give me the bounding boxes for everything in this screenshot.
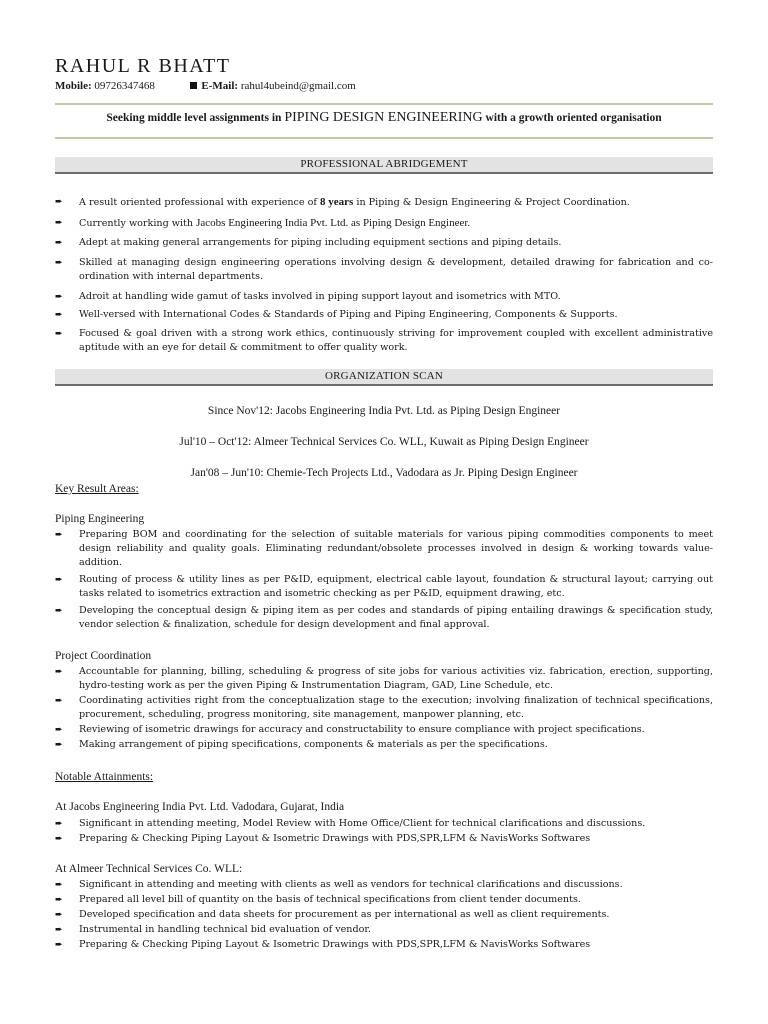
- list-item: [55, 938, 713, 952]
- section-professional-abridgement: PROFESSIONAL ABRIDGEMENT: [55, 157, 713, 174]
- list-item: [55, 308, 713, 323]
- item-text: Significant in attending and meeting with clients as well as vendors for technical clarifications and discussions.: [79, 879, 623, 890]
- email-address: rahul4ubeind@gmail.com: [240, 80, 356, 92]
- objective-pre: Seeking middle level assignments in: [106, 112, 285, 124]
- contact-line: [55, 80, 356, 92]
- list-item: [55, 817, 713, 831]
- item-text: Developed specification and data sheets for procurement as per international as well as client requirements.: [79, 909, 610, 920]
- arrow-bullet-icon: ➨: [55, 238, 63, 248]
- role-almeer: Jul'10 – Oct'12: Almeer Technical Services Co. WLL, Kuwait as Piping Design Engineer: [179, 436, 589, 448]
- mobile-label: Mobile:: [55, 80, 92, 92]
- item-text: Prepared all level bill of quantity on the basis of technical specifications from client tender documents.: [79, 894, 581, 905]
- list-item: [55, 694, 713, 722]
- candidate-name: RAHUL R BHATT: [55, 55, 231, 77]
- item-text: Developing the conceptual design & piping item as per codes and standards of piping entailing drawings & specification study, vendor selection & finalization, schedule for design development and final approval.: [79, 605, 713, 630]
- item-text: Adroit at handling wide gamut of tasks involved in piping support layout and isometrics with MTO.: [79, 290, 561, 302]
- arrow-bullet-icon: ➨: [55, 667, 63, 677]
- list-item: [55, 738, 713, 752]
- arrow-bullet-icon: ➨: [55, 257, 63, 268]
- item-text: Well-versed with International Codes & Standards of Piping and Piping Engineering, Components & Supports.: [79, 309, 618, 320]
- email-label: E-Mail:: [201, 80, 239, 92]
- role-jacobs: Since Nov'12: Jacobs Engineering India Pvt. Ltd. as Piping Design Engineer: [207, 405, 561, 417]
- item-text: Coordinating activities right from the conceptualization stage to the execution; involving finalization of technical specifications, procurement, scheduling, progress monitoring, site management, manpower planning, etc.: [79, 695, 713, 720]
- mobile-number: 09726347468: [94, 80, 155, 92]
- list-item: [55, 327, 713, 356]
- list-item: [55, 923, 713, 937]
- item-text: Preparing BOM and coordinating for the selection of suitable materials for various piping commodities components to meet design reliability and quality goals. Eliminating redundant/obsolete processes involved in design & working towards value-addition.: [79, 529, 713, 568]
- arrow-bullet-icon: ➨: [55, 834, 63, 844]
- item-text: Skilled at managing design engineering operations involving design & development, detailed drawing for fabrication and co-ordination with internal departments.: [79, 256, 713, 282]
- item-text: Preparing & Checking Piping Layout & Isometric Drawings with PDS,SPR,LFM & NavisWorks Softwares: [79, 939, 591, 950]
- arrow-bullet-icon: ➨: [55, 291, 63, 302]
- item-text: Reviewing of isometric drawings for accuracy and constructability to ensure compliance with project specifications.: [79, 724, 645, 735]
- list-item: [55, 528, 713, 570]
- key-result-areas-heading: Key Result Areas:: [55, 483, 139, 495]
- piping-engineering-heading: Piping Engineering: [55, 513, 145, 525]
- arrow-bullet-icon: ➨: [55, 197, 63, 207]
- project-coordination-list: [55, 665, 713, 752]
- arrow-bullet-icon: ➨: [55, 217, 63, 228]
- top-divider: [55, 103, 713, 105]
- list-item: [55, 573, 713, 601]
- list-item: [55, 195, 713, 211]
- item-text: Instrumental in handling technical bid evaluation of vendor.: [79, 924, 371, 935]
- arrow-bullet-icon: ➨: [55, 895, 63, 905]
- list-item: [55, 665, 713, 693]
- arrow-bullet-icon: ➨: [55, 740, 63, 750]
- arrow-bullet-icon: ➨: [55, 575, 63, 585]
- objective-statement: [55, 110, 713, 126]
- item-text: Adept at making general arrangements for piping including equipment sections and piping details.: [79, 237, 562, 248]
- list-item: [55, 236, 713, 251]
- list-item: [55, 216, 713, 232]
- arrow-bullet-icon: ➨: [55, 310, 63, 320]
- arrow-bullet-icon: ➨: [55, 328, 63, 339]
- list-item: [55, 893, 713, 907]
- item-text: Significant in attending meeting, Model Review with Home Office/Client for technical clarifications and discussions.: [79, 818, 646, 829]
- objective-post: with a growth oriented organisation: [482, 112, 662, 124]
- item-text: in Piping & Design Engineering & Project Coordination.: [353, 197, 630, 208]
- item-text: Focused & goal driven with a strong work ethics, continuously striving for improvement coupled with excellent administrative aptitude with an eye for detail & commitment to offer quality work.: [79, 327, 713, 353]
- list-item: [55, 256, 713, 285]
- arrow-bullet-icon: ➨: [55, 880, 63, 890]
- list-item: [55, 604, 713, 632]
- almeer-attainments-heading: At Almeer Technical Services Co. WLL:: [55, 863, 243, 875]
- item-text: Accountable for planning, billing, scheduling & progress of site jobs for various activities viz. fabrication, erection, supporting, hydro-testing work as per the given Piping & Instrumentation Diagram, GAD, Line Schedule, etc.: [79, 666, 713, 691]
- arrow-bullet-icon: ➨: [55, 725, 63, 735]
- item-text: Currently working with: [79, 217, 197, 229]
- arrow-bullet-icon: ➨: [55, 925, 63, 935]
- arrow-bullet-icon: ➨: [55, 530, 63, 540]
- item-emphasis: 8 years: [320, 196, 354, 208]
- arrow-bullet-icon: ➨: [55, 819, 63, 829]
- item-text: A result oriented professional with experience of: [79, 197, 321, 208]
- project-coordination-heading: Project Coordination: [55, 650, 152, 662]
- jacobs-attainments-heading: At Jacobs Engineering India Pvt. Ltd. Vadodara, Gujarat, India: [55, 801, 345, 813]
- list-item: [55, 908, 713, 922]
- objective-divider: [55, 137, 713, 139]
- arrow-bullet-icon: ➨: [55, 696, 63, 706]
- item-text: Preparing & Checking Piping Layout & Isometric Drawings with PDS,SPR,LFM & NavisWorks Softwares: [79, 833, 591, 844]
- list-item: [55, 832, 713, 846]
- square-bullet-icon: [190, 82, 197, 89]
- arrow-bullet-icon: ➨: [55, 606, 63, 616]
- objective-emphasis: PIPING DESIGN ENGINEERING: [284, 110, 483, 125]
- almeer-attainments-list: [55, 878, 713, 952]
- jacobs-attainments-list: [55, 817, 713, 846]
- role-chemie-tech: Jan'08 – Jun'10: Chemie-Tech Projects Ltd., Vadodara as Jr. Piping Design Engineer: [190, 467, 578, 479]
- list-item: [55, 723, 713, 737]
- item-text: Routing of process & utility lines as per P&ID, equipment, electrical cable layout, foundation & structural layout; carrying out tasks related to isometrics extraction and isometric checking as per P&ID, equipment drawing, etc.: [79, 574, 713, 599]
- list-item: [55, 290, 713, 305]
- arrow-bullet-icon: ➨: [55, 940, 63, 950]
- abridgement-list: [55, 195, 713, 356]
- item-emphasis: Jacobs Engineering India Pvt. Ltd. as Piping Design Engineer.: [196, 216, 471, 229]
- list-item: [55, 878, 713, 892]
- piping-engineering-list: [55, 528, 713, 632]
- section-organization-scan: ORGANIZATION SCAN: [55, 369, 713, 386]
- notable-attainments-heading: Notable Attainments:: [55, 771, 154, 783]
- arrow-bullet-icon: ➨: [55, 910, 63, 920]
- item-text: Making arrangement of piping specifications, components & materials as per the specifications.: [79, 739, 548, 750]
